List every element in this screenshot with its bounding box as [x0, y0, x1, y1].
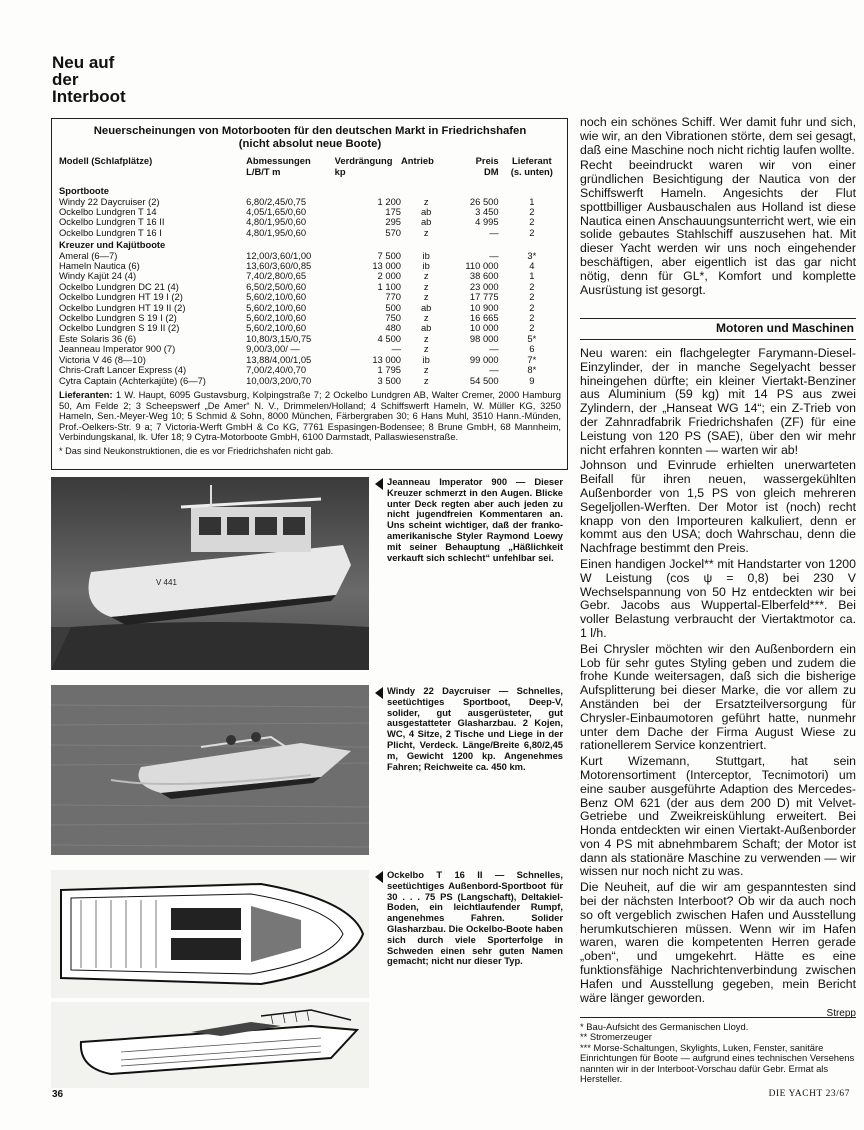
table-cell: — [489, 344, 499, 355]
table-cell: 770 [385, 292, 402, 303]
caption-arrow-icon [375, 871, 383, 883]
table-cell: 9,00/3,00/ — [246, 344, 300, 355]
header-antrieb: Antrieb [401, 156, 434, 166]
table-cell: 10,80/3,15/0,75 [246, 333, 312, 344]
author-signature: Strepp [826, 1008, 856, 1020]
caption-jeanneau-text: — Dieser Kreuzer schmerzt in den Augen. Blicke unter Deck regten aber auch jeden zu nicht jugendfreien Kommentaren an. Uns scheint wichtiger, daß der franko-amerikanische Styler Raymond Loewy mit seiner Behauptung „Häßlichkeit verkauft sich schlecht“ unfehlbar sei. [387, 476, 563, 563]
table-row [59, 334, 561, 344]
table-cell: 4,80/1,95/0,60 [246, 227, 307, 238]
table-row [59, 217, 561, 227]
article-column-top [580, 116, 856, 299]
table-cell: 3 500 [377, 375, 402, 386]
table-cell: 6,50/2,50/0,60 [246, 281, 307, 292]
paragraph-7: Kurt Wizemann, Stuttgart, hat sein Motorensortiment (Interceptor, Tecnimotori) um eine sauber ausgeführte Adaption des Mercedes-Benz OM 621 (der aus dem 200 D) mit Velvet-Getriebe und Zweikreiskühlung erweitert. Bei Honda entdeckten wir einen Viertakt-Außenborder von 4 PS mit abnehmbarem Schaft; der Motor ist dann als stationäre Maschine zu verwenden — wir wissen nur noch nicht zu was. [580, 754, 856, 879]
caption-windy-text: — Schnelles, seetüchtiges Sportboot, Deep-V, solider, gut ausgerüsteter, gut ausgestatteter Glasharzbau. 2 Kojen, WC, 4 Sitze, 2 Tische und Liege in der Plicht, Verdeck. Länge/Breite 6,80/2,45 m, Gewicht 1200 kp. Angenehmes Fahren; Reichweite ca. 450 km. [387, 685, 563, 772]
table-cell: ib [422, 250, 430, 261]
table-cell: 2 000 [377, 271, 402, 282]
table-cell: 26 500 [469, 196, 499, 207]
table-cell: Este Solaris 36 (6) [59, 333, 137, 344]
caption-ockelbo-text: — Schnelles, seetüchtiges Außenbord-Sportboot für 30 . . . 75 PS (Langschaft), Deltakiel-Boden, ein leichtlaufender Rumpf, angenehmes Fahren. Solider Glasharzbau. Die Ockelbo-Boote haben sich durch viele Sporterfolge in Schweden einen sehr guten Namen gemacht; nicht nur dieser Typ. [387, 869, 564, 967]
table-cell: Hameln Nautica (6) [59, 261, 140, 272]
photo-windy-22-daycruiser [51, 685, 369, 855]
table-title-line-1: Neuerscheinungen von Motorbooten für den deutschen Markt in Friedrichshafen [93, 125, 527, 137]
table-cell: Ockelbo Lundgren HT 19 II (2) [59, 302, 186, 313]
caption-jeanneau [387, 477, 563, 563]
speedboat-photo-illustration [51, 685, 369, 855]
boat-side-drawing [51, 1002, 369, 1088]
supplier-list-label: Lieferanten: [59, 388, 113, 400]
footnote-1: * Bau-Aufsicht des Germanischen Lloyd. [580, 1021, 749, 1032]
table-cell: Windy Kajüt 24 (4) [59, 271, 137, 282]
paragraph-6: Bei Chrysler möchten wir den Außenbordern ein Lob für sehr gutes Styling geben und zudem die frohe Kunde weitersagen, daß sich die bisherige Aufsplitterung bei dieser Marke, die vor allem zu Anständen bei der Ersatzteilversorgung für Chrysler-Einbaumotoren geführt hatte, nunmehr unter dem Dache der Firma August Wiese zu rationellerem Service konzentriert. [580, 641, 856, 753]
table-cell: 98 000 [469, 333, 499, 344]
table-row [59, 365, 561, 375]
table-row [59, 261, 561, 271]
table-cell: 480 [385, 323, 402, 334]
table-row [59, 271, 561, 281]
table-cell: 1 200 [377, 196, 402, 207]
caption-arrow-icon [375, 687, 383, 699]
headline-line-3: Interboot [52, 87, 126, 106]
table-cell: 1 795 [377, 365, 402, 376]
supplier-list [59, 390, 561, 443]
table-cell: 4 500 [377, 333, 402, 344]
section-title: Sportboote [59, 185, 109, 197]
header-model: Modell (Schlafplätze) [59, 156, 153, 166]
drawing-ockelbo-t16-top-view [51, 870, 369, 998]
table-cell: 175 [385, 207, 402, 217]
table-cell: 23 000 [469, 281, 499, 292]
new-boats-table-box [51, 118, 568, 470]
table-cell: 5,60/2,10/0,60 [246, 302, 307, 313]
table-cell: — [391, 344, 402, 355]
table-cell: Windy 22 Daycruiser (2) [59, 196, 160, 207]
table-cell: 4,05/1,65/0,60 [246, 207, 307, 217]
caption-windy-title: Windy 22 Daycruiser [387, 685, 491, 696]
table-footnote: * Das sind Neukonstruktionen, die es vor Friedrichshafen nicht gab. [59, 445, 334, 456]
table-cell: Ockelbo Lundgren S 19 II (2) [59, 323, 180, 334]
table-row [59, 207, 561, 217]
table-cell: 10 900 [469, 302, 499, 313]
page-number: 36 [52, 1089, 64, 1100]
table-cell: ab [420, 207, 432, 217]
table-row [59, 292, 561, 302]
boats-table [59, 156, 561, 386]
section-heading-motoren: Motoren und Maschinen [580, 318, 856, 340]
table-cell: 4 [529, 261, 535, 272]
table-cell: z [423, 292, 429, 303]
table-cell: 4 995 [475, 217, 499, 228]
footnotes [580, 1017, 856, 1084]
table-cell: Ockelbo Lundgren T 16 I [59, 227, 162, 238]
table-row [59, 323, 561, 333]
table-cell: 6,80/2,45/0,75 [246, 196, 307, 207]
section-title: Kreuzer und Kajütboote [59, 239, 166, 251]
table-cell: 10,00/3,20/0,70 [246, 375, 312, 386]
table-cell: Victoria V 46 (8—10) [59, 354, 146, 365]
table-cell: 5* [527, 333, 537, 344]
table-cell: 3 450 [475, 207, 499, 217]
table-cell: z [423, 333, 429, 344]
caption-ockelbo-title: Ockelbo T 16 II [387, 869, 483, 880]
table-cell: 54 500 [469, 375, 499, 386]
headline-line-1: Neu auf [52, 53, 115, 72]
table-cell: z [423, 344, 429, 355]
table-cell: Ockelbo Lundgren DC 21 (4) [59, 281, 179, 292]
table-cell: 99 000 [469, 354, 499, 365]
table-cell: 13,60/3,60/0,85 [246, 261, 312, 272]
paragraph-5: Einen handigen Jockel** mit Handstarter von 1200 W Leistung (cos ψ = 0,8) bei 230 V Wechselspannung von 50 Hz entdeckten wir bei Gebr. Jacobs aus Wuppertal-Elberfeld***. Bei voller Belastung verbraucht der Viertaktmotor ca. 1 l/h. [580, 556, 856, 640]
table-cell: z [423, 227, 429, 238]
table-cell: 16 665 [469, 313, 499, 324]
table-row [59, 197, 561, 207]
table-cell: z [423, 375, 429, 386]
hull-number-text: V 441 [156, 578, 177, 587]
table-cell: 10 000 [469, 323, 499, 334]
table-cell: 5,60/2,10/0,60 [246, 323, 307, 334]
supplier-list-text: 1 W. Haupt, 6095 Gustavsburg, Kolpingstraße 7; 2 Ockelbo Lundgren AB, Walter Cremer, 2000 Hamburg 50, Am Felde 2; 3 Scheepswerf „De Amer“ N. V., Drimmelen/Holland; 4 Schiffswerft Hameln, W. Müller KG, 3250 Hameln, Sen.-Meyer-Weg 10; 5 Schmid & Sohn, 8000 München, Färbergraben 30; 6 Hans Muhl, 3510 Hann.-Münden, Prof.-Oelkers-Str. 9 a; 7 Victoria-Werft GmbH & Co KG, 7761 Espasingen-Bodensee; 8 Brune GmbH, 68 Mannheim, Verbindungskanal, lk. Ufer 18; 9 Cytra-Motorboote GmbH, 6100 Darmstadt, Pallaswiesenstraße. [59, 388, 561, 443]
table-cell: Ockelbo Lundgren T 14 [59, 207, 157, 217]
table-cell: 17 775 [469, 292, 499, 303]
table-cell: 38 600 [469, 271, 499, 282]
table-cell: ab [420, 323, 432, 334]
table-cell: z [423, 281, 429, 292]
table-cell: z [423, 196, 429, 207]
table-cell: 2 [529, 302, 535, 313]
table-row [59, 282, 561, 292]
table-cell: 295 [385, 217, 402, 228]
table-cell: 7,40/2,80/0,65 [246, 271, 307, 282]
header-preis: Preis DM [475, 156, 499, 177]
table-cell: z [423, 313, 429, 324]
table-cell: 1 [529, 196, 535, 207]
table-cell: 110 000 [465, 261, 499, 272]
photo-jeanneau-imperator-900 [51, 477, 369, 670]
table-cell: 7,00/2,40/0,70 [246, 365, 307, 376]
drawing-ockelbo-t16-side-view [51, 1002, 369, 1088]
table-row [59, 376, 561, 386]
table-section-row [59, 184, 561, 196]
article-headline [52, 54, 172, 105]
table-cell: 3* [527, 250, 537, 261]
table-cell: 1 [529, 271, 535, 282]
table-cell: Ameral (6—7) [59, 250, 118, 261]
table-row [59, 228, 561, 238]
table-cell: ab [420, 217, 432, 228]
table-cell: Chris-Craft Lancer Express (4) [59, 365, 187, 376]
table-cell: Ockelbo Lundgren T 16 II [59, 217, 165, 228]
footnote-3: *** Morse-Schaltungen, Skylights, Luken, Fenster, sanitäre Einrichtungen für Boote — aufgrund eines technischen Versehens nannten wir in der Interboot-Vorschau dafür Gebr. Ermat als Hersteller. [580, 1041, 855, 1085]
table-cell: 2 [529, 323, 535, 334]
table-cell: 1 100 [377, 281, 402, 292]
table-cell: 500 [385, 302, 402, 313]
table-cell: 8* [527, 365, 537, 376]
table-cell: 7* [527, 354, 537, 365]
paragraph-4: Johnson und Evinrude erhielten unerwarteten Beifall für ihren neuen, wassergekühlten Außenborder von 1,5 PS von gleich mehreren Segeljollen-Werften. Der Motor ist (noch) recht knapp von den Importeuren kalkuliert, denn er kommt aus den USA; doch Wahrschau, denn die Nachfrage bestimmt den Preis. [580, 458, 856, 556]
table-cell: 9 [529, 375, 535, 386]
caption-arrow-icon [375, 478, 383, 490]
table-title-line-2: (nicht absolut neue Boote) [238, 138, 382, 150]
table-row [59, 313, 561, 323]
table-cell: 2 [529, 281, 535, 292]
table-cell: Ockelbo Lundgren HT 19 I (2) [59, 292, 183, 303]
table-header-row [59, 156, 561, 184]
table-cell: 2 [529, 207, 535, 217]
table-cell: ib [422, 261, 430, 272]
paragraph-3: Neu waren: ein flachgelegter Farymann-Diesel-Einzylinder, der in manche Segelyacht besser hineingehen dürfte; ein kleiner Viertakt-Benziner aus Aluminium (59 kg) mit 14 PS aus zwei Zylindern, der „Hanseat WG 14“; ein Z-Trieb von der Zahnradfabrik Friedrichshafen (ZF) für eine Leistung von 120 PS (SAE), über den wir mehr nicht erfahren konnten — warten wir ab! [580, 346, 856, 457]
caption-jeanneau-title: Jeanneau Imperator 900 [387, 476, 508, 487]
table-cell: 2 [529, 217, 535, 228]
table-cell: z [423, 365, 429, 376]
table-cell: 4,80/1,95/0,60 [246, 217, 307, 228]
table-cell: 570 [385, 227, 402, 238]
table-cell: 2 [529, 313, 535, 324]
paragraph-1: noch ein schönes Schiff. Wer damit fuhr und sich, wie wir, an den Vibrationen störte, dem sei gesagt, daß eine Maschine noch nicht richtig laufen wollte. [580, 115, 856, 157]
table-row [59, 303, 561, 313]
table-cell: 5,60/2,10/0,60 [246, 292, 307, 303]
header-verdraengung: Verdrängung kp [334, 156, 393, 177]
caption-ockelbo [387, 870, 563, 967]
table-cell: 5,60/2,10/0,60 [246, 313, 307, 324]
table-cell: Cytra Captain (Achterkajüte) (6—7) [59, 375, 206, 386]
paragraph-2: Recht beeindruckt waren wir von einer gründlichen Besichtigung der Nautica von der Schiffswerft Hameln. Angesichts der Flut spottbilliger Ausbauschalen aus Holland ist diese Nautica einen Anschauungsunterricht wert, wie ein solide gebautes Stahlschiff auszusehen hat. Mit dieser Yacht werden wir uns noch eingehender beschäftigen, aber eigentlich ist das gar nicht nötig, denn für GL*, Komfort und komplette Ausrüstung ist gesorgt. [580, 158, 856, 297]
cruiser-photo-illustration [51, 477, 369, 670]
headline-line-2: der [52, 70, 79, 89]
table-cell: — [489, 365, 499, 376]
table-cell: 13 000 [372, 354, 402, 365]
table-row [59, 355, 561, 365]
header-abmessungen: Abmessungen L/B/T m [246, 156, 311, 177]
boat-plan-drawing [51, 870, 369, 998]
table-cell: 750 [385, 313, 402, 324]
header-lieferant: Lieferant (s. unten) [510, 156, 553, 177]
table-cell: 7 500 [377, 250, 402, 261]
table-cell: 2 [529, 227, 535, 238]
issue-label: DIE YACHT 23/67 [768, 1089, 850, 1099]
table-cell: Jeanneau Imperator 900 (7) [59, 344, 176, 355]
table-row [59, 344, 561, 354]
article-column-bottom [580, 347, 856, 1021]
table-row [59, 251, 561, 261]
footnote-2: ** Stromerzeuger [580, 1031, 652, 1043]
caption-windy [387, 686, 563, 772]
table-cell: 6 [529, 344, 535, 355]
table-cell: 2 [529, 292, 535, 303]
table-cell: Ockelbo Lundgren S 19 I (2) [59, 313, 177, 324]
table-title [59, 125, 561, 151]
table-cell: z [423, 271, 429, 282]
table-cell: ab [420, 302, 432, 313]
table-cell: 12,00/3,60/1,00 [246, 250, 312, 261]
table-section-row [59, 238, 561, 250]
table-cell: ib [422, 354, 430, 365]
table-cell: 13 000 [372, 261, 402, 272]
table-cell: — [489, 250, 499, 261]
table-cell: — [489, 227, 499, 238]
table-cell: 13,88/4,00/1,05 [246, 354, 312, 365]
paragraph-8: Die Neuheit, auf die wir am gespanntesten sind bei der nächsten Interboot? Ob wir da auch noch so oft vergeblich zwischen Hafen und Ausstellung herumkutschieren müssen. Wenn wir im Hafen waren, waren die kompetenten Herren gerade „oben“, und umgekehrt. Hätte es eine funktionsfähige Nachrichtenverbindung zwischen Hafen und Ausstellung gegeben, mein Bericht wäre länger geworden. [580, 880, 856, 1005]
